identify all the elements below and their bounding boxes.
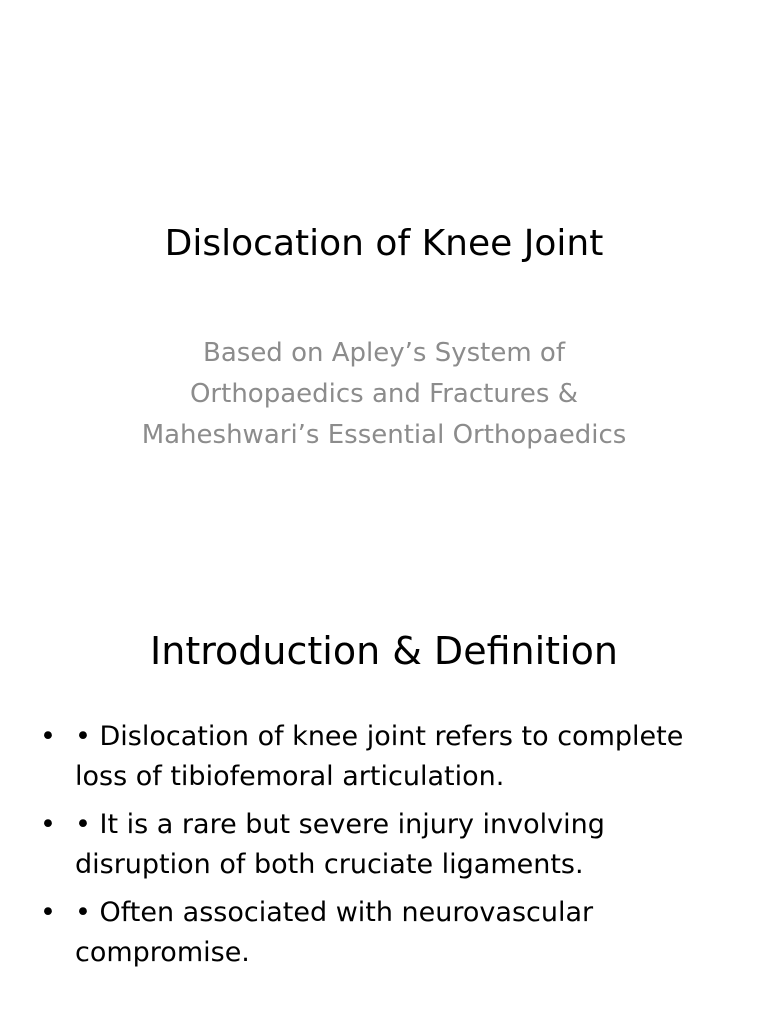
list-item (40, 717, 740, 797)
presentation-title: Dislocation of Knee Joint (164, 223, 604, 264)
list-item (40, 805, 740, 885)
bullet-text-line: compromise. (75, 937, 250, 968)
bullet-text-line: • Dislocation of knee joint refers to complete (75, 721, 684, 752)
bullet-text-line: • It is a rare but severe injury involving (75, 809, 605, 840)
subtitle-line: Orthopaedics and Fractures & (189, 379, 579, 409)
bullet-marker: • (40, 721, 56, 752)
content-slide (0, 512, 768, 1024)
bullet-marker: • (40, 809, 56, 840)
bullet-text-line: loss of tibiofemoral articulation. (75, 761, 505, 792)
bullet-marker: • (40, 897, 56, 928)
presentation-subtitle (60, 333, 708, 456)
slide-title: Introduction & Definition (150, 629, 618, 673)
bullet-text-line: disruption of both cruciate ligaments. (75, 849, 584, 880)
list-item (40, 893, 740, 973)
subtitle-line: Maheshwari’s Essential Orthopaedics (141, 420, 627, 450)
bullet-text-line: • Often associated with neurovascular (75, 897, 594, 928)
bullet-list (40, 717, 740, 981)
subtitle-line: Based on Apley’s System of (203, 338, 565, 368)
